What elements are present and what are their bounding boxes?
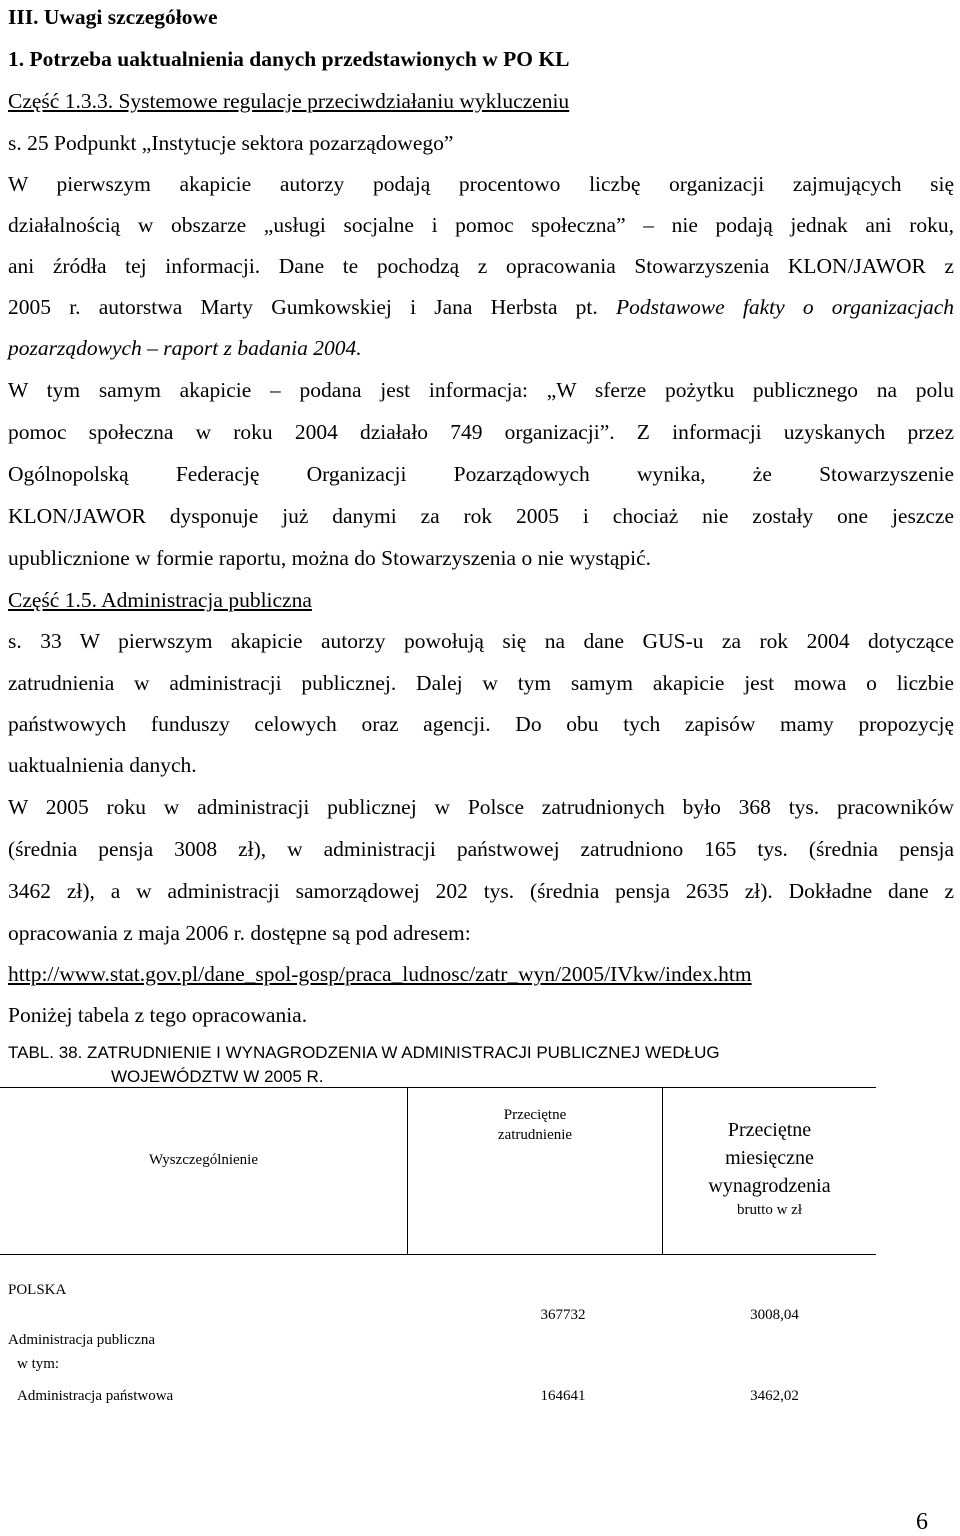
header-employment-line-2: zatrudnienie: [497, 1127, 573, 1143]
table-caption-line-1: TABL. 38. ZATRUDNIENIE I WYNAGRODZENIA W ADMINISTRACJI PUBLICZNEJ WEDŁUG: [8, 1043, 720, 1062]
p1-line-5a: 2005 r. autorstwa Marty Gumkowskiej i Jana Herbsta pt.: [8, 295, 616, 319]
part-heading: Część 1.3.3. Systemowe regulacje przeciwdziałaniu wykluczeniu: [8, 89, 570, 113]
source-link[interactable]: http://www.stat.gov.pl/dane_spol-gosp/praca_ludnosc/zatr_wyn/2005/IVkw/index.htm: [8, 962, 752, 986]
p4-line-4: opracowania z maja 2006 r. dostępne są pod adresem:: [8, 921, 471, 945]
page-number: 6: [916, 1509, 928, 1535]
p3-line-1: s. 33 W pierwszym akapicie autorzy powołują się na dane GUS-u za rok 2004 dotyczące: [8, 629, 954, 653]
p1-line-4: ani źródła tej informacji. Dane te pochodzą z opracowania Stowarzyszenia KLON/JAWOR z: [8, 254, 954, 278]
p2-line-5: upublicznione w formie raportu, można do Stowarzyszenia o nie wystąpić.: [8, 546, 652, 570]
p4-line-5: Poniżej tabela z tego opracowania.: [8, 1003, 308, 1027]
table-header-rule: [0, 1254, 876, 1255]
p1-line-2: W pierwszym akapicie autorzy podają procentowo liczbę organizacji zajmujących się: [8, 172, 954, 196]
cell-state-admin-employment: 164641: [540, 1388, 586, 1404]
p1-title-italic: Podstawowe fakty o organizacjach: [615, 295, 954, 319]
header-employment-line-1: Przeciętne: [503, 1107, 567, 1123]
p1-line-1: s. 25 Podpunkt „Instytucje sektora pozarządowego”: [8, 131, 454, 155]
p4-line-3: 3462 zł), a w administracji samorządowej 202 tys. (średnia pensja 2635 zł). Dokładne dane z: [8, 879, 954, 903]
cell-state-admin-salary: 3462,02: [750, 1388, 799, 1404]
table-caption-line-2: WOJEWÓDZTW W 2005 R.: [111, 1067, 324, 1086]
p3-line-3: państwowych funduszy celowych oraz agencji. Do obu tych zapisów mamy propozycję: [8, 712, 954, 736]
part2-heading: Część 1.5. Administracja publiczna: [8, 588, 312, 612]
header-salary-line-3: wynagrodzenia: [708, 1175, 831, 1197]
section-heading: III. Uwagi szczegółowe: [8, 5, 218, 29]
header-salary-line-1: Przeciętne: [727, 1119, 812, 1141]
p4-line-2: (średnia pensja 3008 zł), w administracji państwowej zatrudniono 165 tys. (średnia pensja: [8, 837, 954, 861]
header-salary-line-4: brutto w zł: [737, 1202, 802, 1218]
p2-line-4: KLON/JAWOR dysponuje już danymi za rok 2005 i chociaż nie zostały one jeszcze: [8, 504, 954, 528]
row-label-state-admin: Administracja państwowa: [17, 1388, 174, 1404]
p2-line-2: pomoc społeczna w roku 2004 działało 749 organizacji”. Z informacji uzyskanych przez: [8, 420, 954, 444]
cell-public-admin-salary: 3008,04: [750, 1307, 799, 1323]
p3-line-2: zatrudnienia w administracji publicznej. Dalej w tym samym akapicie jest mowa o liczbie: [8, 671, 954, 695]
p1-line-6: pozarządowych – raport z badania 2004.: [8, 336, 362, 360]
p4-line-1: W 2005 roku w administracji publicznej w Polsce zatrudnionych było 368 tys. pracowników: [8, 795, 954, 819]
p2-line-3: Ogólnopolską Federację Organizacji Pozarządowych wynika, że Stowarzyszenie: [8, 462, 954, 486]
table-top-rule: [0, 1087, 876, 1088]
p2-line-1: W tym samym akapicie – podana jest informacja: „W sferze pożytku publicznego na polu: [8, 378, 954, 402]
header-salary-line-2: miesięczne: [725, 1147, 814, 1169]
table-col-divider-2: [662, 1088, 663, 1254]
subsection-heading: 1. Potrzeba uaktualnienia danych przedstawionych w PO KL: [8, 47, 570, 71]
p1-line-3: działalnością w obszarze „usługi socjalne i pomoc społeczna” – nie podają jednak ani roku,: [8, 213, 954, 237]
header-description: Wyszczególnienie: [148, 1152, 259, 1168]
row-label-polska: POLSKA: [8, 1282, 67, 1298]
row-label-public-admin: Administracja publiczna: [8, 1332, 156, 1348]
p3-line-4: uaktualnienia danych.: [8, 753, 197, 777]
p1-line-5: [8, 294, 954, 320]
cell-public-admin-employment: 367732: [540, 1307, 586, 1323]
row-label-of-which: w tym:: [17, 1356, 60, 1372]
